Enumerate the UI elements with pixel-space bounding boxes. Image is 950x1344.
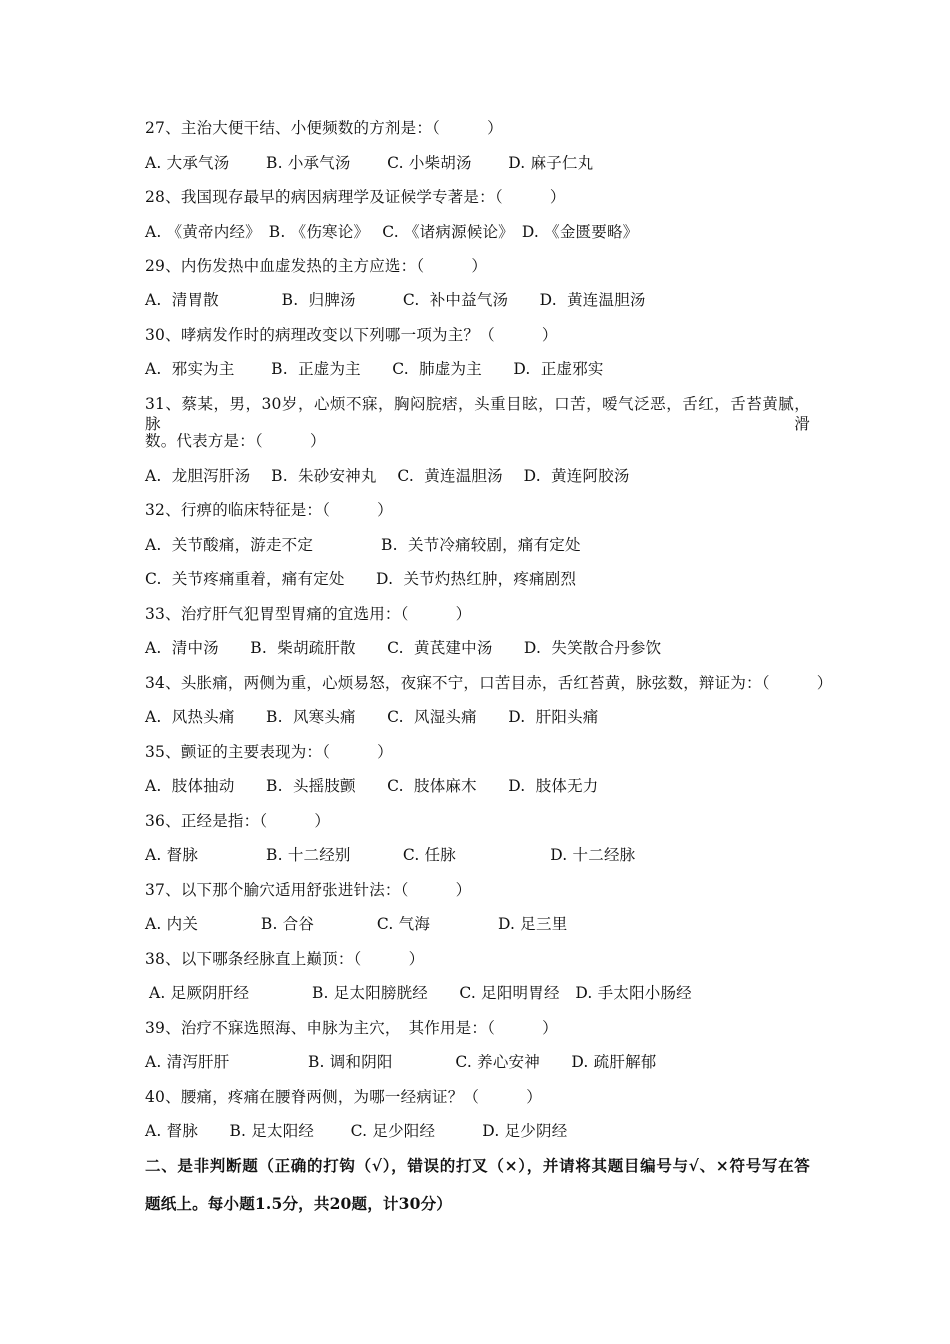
question-27-options: A. 大承气汤 B. 小承气汤 C. 小柴胡汤 D. 麻子仁丸	[145, 154, 594, 172]
question-34-stem: 34、头胀痛，两侧为重，心烦易怒，夜寐不宁，口苦目赤，舌红苔黄，脉弦数，辩证为：（ ）	[145, 674, 833, 692]
question-40-stem: 40、腰痛，疼痛在腰脊两侧，为哪一经病证？（ ）	[145, 1088, 542, 1106]
question-35-options: A. 肢体抽动 B. 头摇肢颤 C. 肢体麻木 D. 肢体无力	[145, 777, 599, 795]
section-heading: 二、是非判断题（正确的打钩（√），错误的打叉（×），并请将其题目编号与√、×符号写在答	[145, 1156, 810, 1175]
question-34-options: A. 风热头痛 B. 风寒头痛 C. 风湿头痛 D. 肝阳头痛	[145, 708, 599, 726]
question-38-options: A. 足厥阴肝经 B. 足太阳膀胱经 C. 足阳明胃经 D. 手太阳小肠经	[149, 984, 692, 1002]
question-33-stem: 33、治疗肝气犯胃型胃痛的宜选用：（ ）	[145, 605, 472, 623]
question-28-stem: 28、我国现存最早的病因病理学及证候学专著是：（ ）	[145, 188, 566, 206]
question-31-stem-continued: 数。代表方是：（ ）	[145, 432, 326, 450]
question-37-stem: 37、以下那个腧穴适用舒张进针法：（ ）	[145, 881, 472, 899]
question-36-stem: 36、正经是指：（ ）	[145, 812, 331, 830]
question-32-options-continued: C. 关节疼痛重着，痛有定处 D. 关节灼热红肿，疼痛剧烈	[145, 570, 577, 588]
question-30-options: A. 邪实为主 B. 正虚为主 C. 肺虚为主 D. 正虚邪实	[145, 360, 604, 378]
question-29-options: A. 清胃散 B. 归脾汤 C. 补中益气汤 D. 黄连温胆汤	[145, 291, 646, 309]
question-38-stem: 38、以下哪条经脉直上巅顶：（ ）	[145, 950, 425, 968]
question-39-stem: 39、治疗不寐选照海、申脉为主穴， 其作用是：（ ）	[145, 1019, 558, 1037]
question-35-stem: 35、颤证的主要表现为：（ ）	[145, 743, 393, 761]
question-40-options: A. 督脉 B. 足太阳经 C. 足少阳经 D. 足少阴经	[145, 1122, 568, 1140]
question-27-stem: 27、主治大便干结、小便频数的方剂是：（ ）	[145, 119, 503, 137]
question-37-options: A. 内关 B. 合谷 C. 气海 D. 足三里	[145, 915, 568, 933]
question-31-options: A. 龙胆泻肝汤 B. 朱砂安神丸 C. 黄连温胆汤 D. 黄连阿胶汤	[145, 467, 630, 485]
question-33-options: A. 清中汤 B. 柴胡疏肝散 C. 黄芪建中汤 D. 失笑散合丹参饮	[145, 639, 662, 657]
question-36-options: A. 督脉 B. 十二经别 C. 任脉 D. 十二经脉	[145, 846, 636, 864]
question-39-options: A. 清泻肝肝 B. 调和阴阳 C. 养心安神 D. 疏肝解郁	[145, 1053, 657, 1071]
question-31-stem: 31、蔡某，男，30岁，心烦不寐，胸闷脘痞，头重目眩，口苦，嗳气泛恶，舌红，舌苔黄腻，脉滑	[145, 395, 810, 433]
question-29-stem: 29、内伤发热中血虚发热的主方应选：（ ）	[145, 257, 488, 275]
section-heading-continued: 题纸上。每小题1.5分，共20题，计30分）	[145, 1194, 453, 1213]
question-28-options: A. 《黄帝内经》 B. 《伤寒论》 C. 《诸病源候论》 D. 《金匮要略》	[145, 223, 639, 241]
question-30-stem: 30、哮病发作时的病理改变以下列哪一项为主？（ ）	[145, 326, 558, 344]
question-32-stem: 32、行痹的临床特征是：（ ）	[145, 501, 393, 519]
question-32-options: A. 关节酸痛，游走不定 B. 关节冷痛较剧，痛有定处	[145, 536, 581, 554]
